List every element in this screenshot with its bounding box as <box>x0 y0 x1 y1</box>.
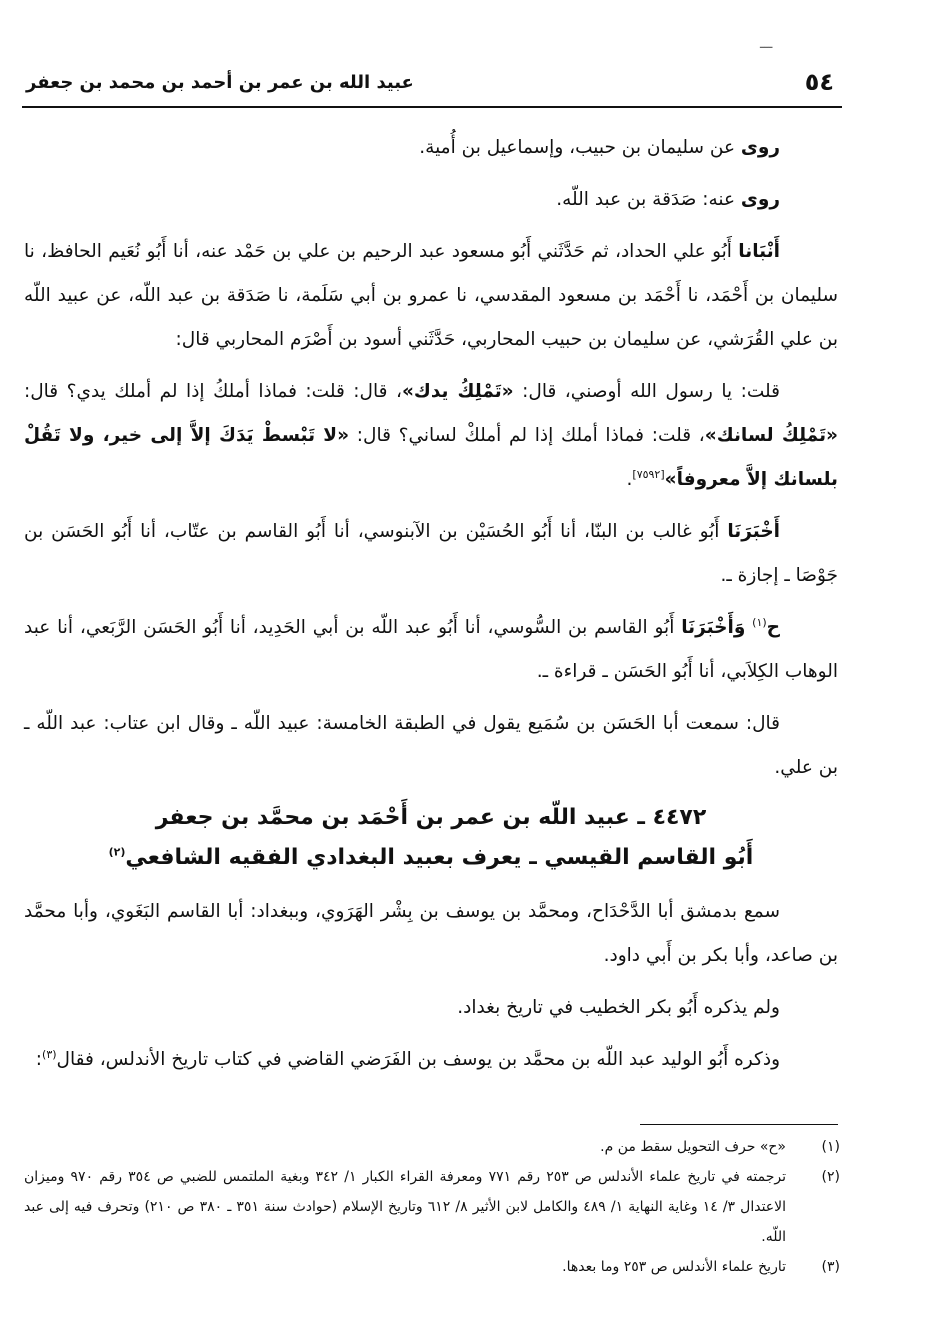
footnote-ref-3: (٣) <box>42 1047 57 1061</box>
footnote-3 <box>24 1252 840 1282</box>
paragraph-isnad-1 <box>24 230 838 362</box>
entry-heading <box>24 798 838 878</box>
hadith-text-b: ، قال: قلت: فماذا أملكُ إذا لم أملك يدي؟ قال: <box>24 381 402 402</box>
paragraph-rawa-an <box>24 126 838 170</box>
keyword-wa-akhbarana: وَأَخْبَرَنَا <box>681 617 746 638</box>
footnote-ref-1: (١) <box>752 615 767 629</box>
hadith-text-a: قلت: يا رسول الله أوصني، قال: <box>522 381 780 402</box>
footnote-text: ترجمته في تاريخ علماء الأندلس ص ٢٥٣ رقم ٧٧١ ومعرفة القراء الكبار ١/ ٣٤٢ وبغية الملتمس للضبي ص ٣٥٤ رقم ٩٧٠ وميزان الاعتدال ٣/ ١٤ وغاية النهاية ١/ ٤٨٩ والكامل لابن الأثير ٨/ ٦١٢ وتاريخ الإسلام (حوادث سنة ٣٥١ ـ ٣٨٠ ص ٢١٠) وتحرف فيه إلى عبد اللّه. <box>24 1169 787 1245</box>
running-header <box>22 62 842 108</box>
paragraph-dhakarahu <box>24 1038 838 1082</box>
stray-mark: ـــ <box>760 36 773 52</box>
paragraph-sami <box>24 890 838 978</box>
paragraph-text: عنه: صَدَقة بن عبد اللّه. <box>556 189 735 210</box>
paragraph-isnad-3 <box>24 606 838 694</box>
paragraph-rawa-anhu <box>24 178 838 222</box>
hadith-quote-3: «لا تَبْسطْ يَدَكَ إلاَّ إلى خير، ولا تَقُلْ بلسانك إلاَّ معروفاً» <box>24 425 838 490</box>
paragraph-text: وذكره أَبُو الوليد عبد اللّه بن محمَّد بن يوسف بن الفَرَضي القاضي في كتاب تاريخ الأندلس، فقال <box>56 1049 780 1070</box>
paragraph-text: أَبُو علي الحداد، ثم حَدَّثَني أَبُو مسعود عبد الرحيم بن علي بن حَمْد عنه، أنا أَبُو نُعَيم الحافظ، نا سليمان بن أَحْمَد، نا أَحْمَد بن مسعود المقدسي، نا عمرو بن أبي سَلَمة، نا صَدَقة بن عبد اللّه، عن عبيد اللّه بن علي القُرَشي، عن سليمان بن حبيب المحاربي، حَدَّثَني أسود بن أَصْرَم المحاربي قال: <box>24 241 838 350</box>
main-text <box>24 126 838 1090</box>
tahwil-letter: ح <box>766 617 781 638</box>
hadith-text-c: ، قلت: فماذا أملك إذا لم أملكْ لساني؟ قال: <box>356 425 705 446</box>
paragraph-text: أَبُو القاسم بن السُّوسي، أنا أَبُو عبد اللّه بن أبي الحَدِيد، أنا أَبُو الحَسَن الرَّبَعي، أنا عبد الوهاب الكِلاَبي، أنا أَبُو الحَسَن ـ قراءة ـ. <box>24 617 838 682</box>
footnotes <box>24 1132 840 1282</box>
entry-heading-line-1: ٤٤٧٢ ـ عبيد اللّه بن عمر بن أَحْمَد بن محمَّد بن جعفر <box>155 805 707 830</box>
paragraph-text: عن سليمان بن حبيب، وإسماعيل بن أُمية. <box>419 137 735 158</box>
footnote-ref-2: (٢) <box>108 845 126 859</box>
keyword-rawa: روى <box>740 137 780 158</box>
running-title: عبيد الله بن عمر بن أحمد بن محمد بن جعفر <box>26 72 414 93</box>
footnote-1 <box>24 1132 840 1162</box>
paragraph-isnad-2 <box>24 510 838 598</box>
hadith-quote-2: «تَمْلِكُ لسانك» <box>704 425 838 446</box>
paragraph-text: أَبُو غالب بن البنّا، أنا أَبُو الحُسَيْن بن الآبنوسي، أنا أَبُو القاسم بن عتّاب، أنا أَبُو الحَسَن بن جَوْصَا ـ إجازة ـ. <box>24 521 838 586</box>
hadith-quote-1: «تَمْلِكُ يدك» <box>401 381 514 402</box>
keyword-rawa: روى <box>740 189 780 210</box>
paragraph-khatib <box>24 986 838 1030</box>
keyword-akhbarana: أَخْبَرَنَا <box>727 521 780 542</box>
entry-heading-text: أَبُو القاسم القيسي ـ يعرف بعبيد البغدادي الفقيه الشافعي <box>125 845 754 870</box>
footnote-text: «ح» حرف التحويل سقط من م. <box>600 1139 786 1155</box>
page-number: ٥٤ <box>804 68 834 96</box>
footnote-separator <box>640 1124 838 1125</box>
footnote-number: (٣) <box>821 1259 840 1275</box>
entry-heading-line-2 <box>24 838 838 878</box>
paragraph-text: سمع بدمشق أبا الدَّحْدَاح، ومحمَّد بن يوسف بن بِشْر الهَرَوي، وببغداد: أبا القاسم البَغَوي، وأبا محمَّد بن صاعد، وأبا بكر بن أَبي داود. <box>24 901 838 966</box>
paragraph-hadith <box>24 370 838 502</box>
paragraph-end: : <box>35 1049 43 1070</box>
paragraph-qal <box>24 702 838 790</box>
keyword-anbana: أَنْبَانا <box>738 241 780 262</box>
footnote-number: (٢) <box>821 1169 840 1185</box>
footnote-text: تاريخ علماء الأندلس ص ٢٥٣ وما بعدها. <box>562 1259 786 1275</box>
paragraph-text: قال: سمعت أبا الحَسَن بن سُمَيع يقول في الطبقة الخامسة: عبيد اللّه ـ وقال ابن عتاب: عبد اللّه ـ بن علي. <box>24 713 838 778</box>
footnote-2 <box>24 1162 840 1252</box>
footnote-number: (١) <box>821 1139 840 1155</box>
hadith-reference-number: [٧٥٩٢] <box>632 467 665 481</box>
paragraph-text: ولم يذكره أَبُو بكر الخطيب في تاريخ بغداد. <box>457 997 780 1018</box>
hadith-end: . <box>626 469 633 490</box>
